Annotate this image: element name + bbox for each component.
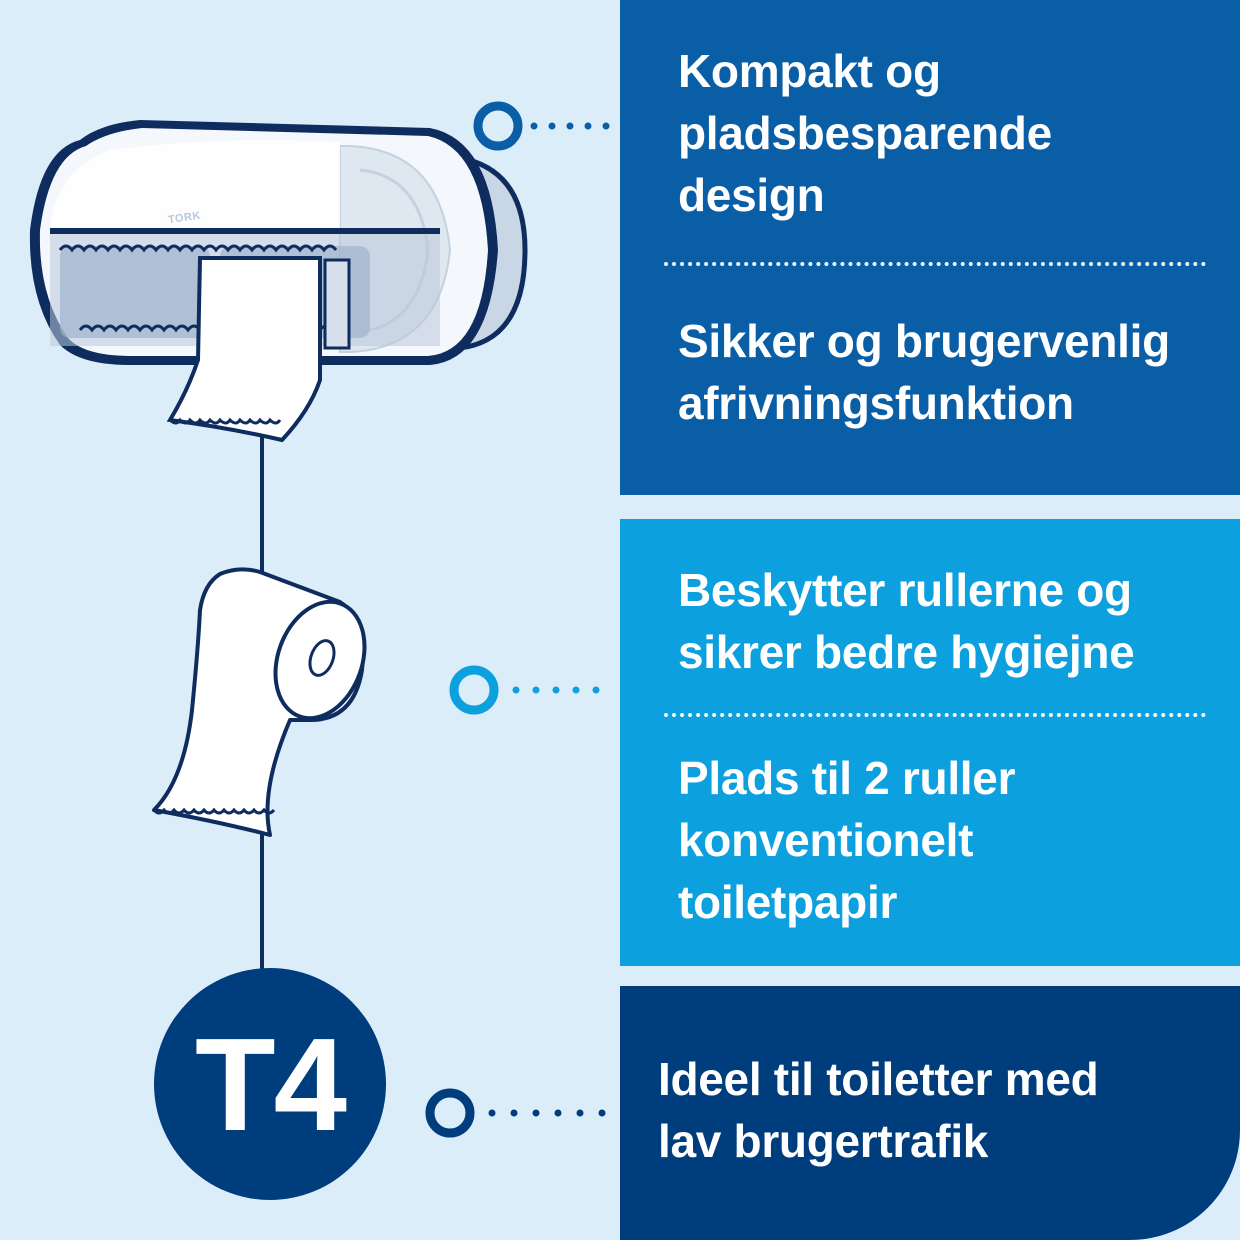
- feature-protects-rolls: Beskytter rullerne og sikrer bedre hygiejne: [678, 564, 1135, 678]
- dotted-divider: [664, 262, 1206, 266]
- t4-badge: T4: [154, 968, 386, 1200]
- connector-ring-icon: [446, 662, 620, 722]
- feature-tear-function: Sikker og brugervenlig afrivningsfunktion: [678, 315, 1170, 429]
- dispenser-illustration: [20, 110, 540, 450]
- feature-panel-traffic: [620, 986, 1240, 1240]
- dotted-divider: [664, 713, 1206, 717]
- feature-compact-design: Kompakt og pladsbesparende design: [678, 45, 1052, 221]
- feature-low-traffic: Ideel til toiletter med lav brugertrafik: [658, 1053, 1099, 1167]
- tork-logo: TORK: [167, 209, 202, 227]
- feature-panel-design: [620, 0, 1240, 495]
- feature-panel-hygiene: [620, 519, 1240, 966]
- feature-two-rolls: Plads til 2 ruller konventionelt toiletpapir: [678, 752, 1016, 928]
- toilet-roll-illustration: [140, 560, 380, 860]
- connector-ring-icon: [470, 98, 620, 158]
- connector-ring-icon: [422, 1085, 620, 1145]
